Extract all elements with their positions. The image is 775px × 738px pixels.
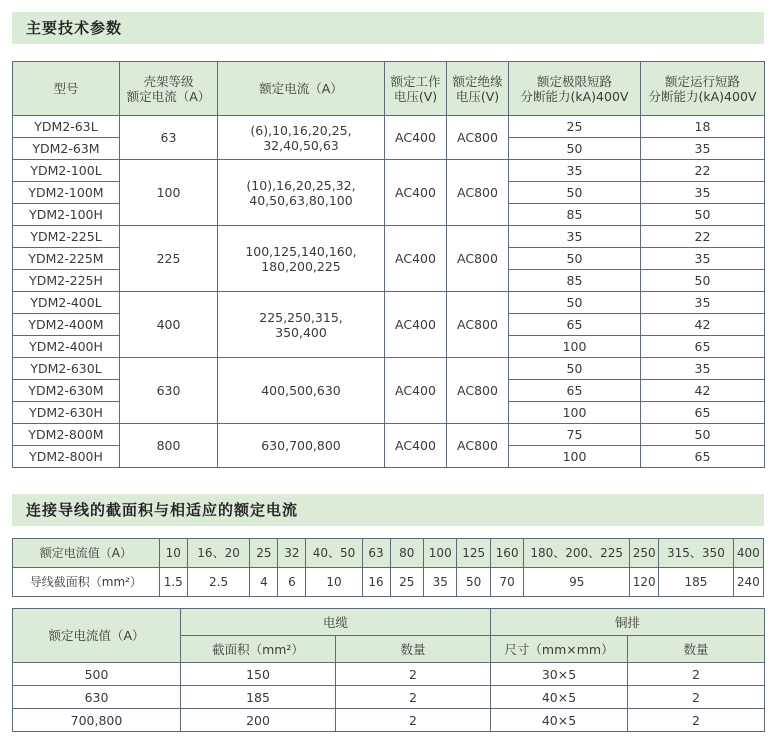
icu-cell: 100 [509, 336, 641, 358]
working-voltage-cell: AC400 [385, 292, 447, 358]
rated-current-cell: 630,700,800 [218, 424, 385, 468]
current-value-cell: 40、50 [306, 539, 362, 568]
section-title-wire-area: 连接导线的截面积与相适应的额定电流 [12, 494, 764, 526]
model-cell: YDM2-630M [13, 380, 120, 402]
ics-cell: 50 [641, 270, 765, 292]
column-group-header: 电缆 [181, 609, 491, 636]
icu-cell: 25 [509, 116, 641, 138]
column-header: 尺寸（mm×mm） [491, 636, 628, 663]
current-value-cell: 400 [733, 539, 763, 568]
table-row [13, 160, 765, 182]
qty-cell: 2 [336, 663, 491, 686]
current-value-cell: 16、20 [187, 539, 250, 568]
column-header: 数量 [628, 636, 765, 663]
current-value-cell: 32 [278, 539, 306, 568]
current-value-cell: 160 [490, 539, 523, 568]
frame-current-cell: 63 [120, 116, 218, 160]
icu-cell: 35 [509, 226, 641, 248]
area-value-cell: 6 [278, 568, 306, 597]
ics-cell: 35 [641, 292, 765, 314]
area-value-cell: 4 [250, 568, 278, 597]
current-value-cell: 250 [630, 539, 659, 568]
rated-current-cell: 225,250,315, 350,400 [218, 292, 385, 358]
ics-cell: 22 [641, 226, 765, 248]
rated-current-cell: 400,500,630 [218, 358, 385, 424]
icu-cell: 50 [509, 138, 641, 160]
size-cell: 40×5 [491, 686, 628, 709]
area-value-cell: 240 [733, 568, 763, 597]
model-cell: YDM2-400H [13, 336, 120, 358]
insulation-voltage-cell: AC800 [447, 226, 509, 292]
model-cell: YDM2-225M [13, 248, 120, 270]
area-value-cell: 10 [306, 568, 362, 597]
insulation-voltage-cell: AC800 [447, 116, 509, 160]
insulation-voltage-cell: AC800 [447, 358, 509, 424]
area-value-cell: 35 [424, 568, 457, 597]
row-label: 额定电流值（A） [13, 539, 160, 568]
current-value-cell: 25 [250, 539, 278, 568]
column-header: 型号 [13, 62, 120, 116]
model-cell: YDM2-400M [13, 314, 120, 336]
area-value-cell: 16 [362, 568, 390, 597]
frame-current-cell: 630 [120, 358, 218, 424]
table-row [13, 609, 765, 636]
table-row [13, 539, 764, 568]
column-group-header: 铜排 [491, 609, 765, 636]
area-value-cell: 1.5 [159, 568, 187, 597]
frame-current-cell: 400 [120, 292, 218, 358]
row-label: 导线截面积（mm²） [13, 568, 160, 597]
ics-cell: 50 [641, 424, 765, 446]
current-cell: 630 [13, 686, 181, 709]
icu-cell: 100 [509, 446, 641, 468]
column-header: 额定绝缘 电压(V) [447, 62, 509, 116]
size-cell: 40×5 [491, 709, 628, 732]
insulation-voltage-cell: AC800 [447, 292, 509, 358]
qty-cell: 2 [336, 686, 491, 709]
qty-cell: 2 [336, 709, 491, 732]
ics-cell: 42 [641, 314, 765, 336]
ics-cell: 65 [641, 446, 765, 468]
working-voltage-cell: AC400 [385, 116, 447, 160]
column-header: 额定工作 电压(V) [385, 62, 447, 116]
icu-cell: 50 [509, 292, 641, 314]
table-row [13, 292, 765, 314]
cable-busbar-table [12, 608, 765, 732]
section-title-main-params: 主要技术参数 [12, 12, 764, 44]
ics-cell: 35 [641, 248, 765, 270]
bqty-cell: 2 [628, 663, 765, 686]
model-cell: YDM2-100H [13, 204, 120, 226]
area-value-cell: 2.5 [187, 568, 250, 597]
column-header: 截面积（mm²） [181, 636, 336, 663]
column-header: 数量 [336, 636, 491, 663]
area-value-cell: 70 [490, 568, 523, 597]
rated-current-cell: (10),16,20,25,32, 40,50,63,80,100 [218, 160, 385, 226]
rated-current-cell: (6),10,16,20,25, 32,40,50,63 [218, 116, 385, 160]
wire-area-table [12, 538, 764, 597]
bqty-cell: 2 [628, 686, 765, 709]
ics-cell: 35 [641, 182, 765, 204]
model-cell: YDM2-630L [13, 358, 120, 380]
current-value-cell: 63 [362, 539, 390, 568]
table-row [13, 424, 765, 446]
insulation-voltage-cell: AC800 [447, 160, 509, 226]
size-cell: 30×5 [491, 663, 628, 686]
area-value-cell: 120 [630, 568, 659, 597]
area-value-cell: 25 [390, 568, 423, 597]
table-row [13, 568, 764, 597]
current-value-cell: 315、350 [659, 539, 733, 568]
icu-cell: 50 [509, 182, 641, 204]
column-header: 额定运行短路 分断能力(kA)400V [641, 62, 765, 116]
model-cell: YDM2-225L [13, 226, 120, 248]
icu-cell: 100 [509, 402, 641, 424]
model-cell: YDM2-63M [13, 138, 120, 160]
working-voltage-cell: AC400 [385, 226, 447, 292]
area-cell: 200 [181, 709, 336, 732]
table-row [13, 62, 765, 116]
main-params-table [12, 61, 765, 468]
bqty-cell: 2 [628, 709, 765, 732]
area-cell: 185 [181, 686, 336, 709]
ics-cell: 65 [641, 402, 765, 424]
icu-cell: 75 [509, 424, 641, 446]
current-cell: 700,800 [13, 709, 181, 732]
working-voltage-cell: AC400 [385, 358, 447, 424]
model-cell: YDM2-63L [13, 116, 120, 138]
working-voltage-cell: AC400 [385, 424, 447, 468]
model-cell: YDM2-800H [13, 446, 120, 468]
frame-current-cell: 100 [120, 160, 218, 226]
ics-cell: 22 [641, 160, 765, 182]
current-value-cell: 125 [457, 539, 490, 568]
icu-cell: 65 [509, 314, 641, 336]
area-value-cell: 185 [659, 568, 733, 597]
model-cell: YDM2-630H [13, 402, 120, 424]
icu-cell: 85 [509, 270, 641, 292]
table-row [13, 358, 765, 380]
area-cell: 150 [181, 663, 336, 686]
working-voltage-cell: AC400 [385, 160, 447, 226]
table-row [13, 663, 765, 686]
table-row [13, 686, 765, 709]
icu-cell: 35 [509, 160, 641, 182]
ics-cell: 18 [641, 116, 765, 138]
icu-cell: 50 [509, 248, 641, 270]
model-cell: YDM2-100L [13, 160, 120, 182]
frame-current-cell: 225 [120, 226, 218, 292]
current-cell: 500 [13, 663, 181, 686]
ics-cell: 35 [641, 138, 765, 160]
insulation-voltage-cell: AC800 [447, 424, 509, 468]
frame-current-cell: 800 [120, 424, 218, 468]
ics-cell: 35 [641, 358, 765, 380]
table-row [13, 709, 765, 732]
column-header: 额定极限短路 分断能力(kA)400V [509, 62, 641, 116]
column-header: 壳架等级 额定电流（A） [120, 62, 218, 116]
area-value-cell: 95 [524, 568, 630, 597]
model-cell: YDM2-225H [13, 270, 120, 292]
column-header: 额定电流（A） [218, 62, 385, 116]
icu-cell: 85 [509, 204, 641, 226]
current-value-cell: 10 [159, 539, 187, 568]
table-row [13, 226, 765, 248]
ics-cell: 42 [641, 380, 765, 402]
icu-cell: 50 [509, 358, 641, 380]
ics-cell: 50 [641, 204, 765, 226]
column-header: 额定电流值（A） [13, 609, 181, 663]
table-row [13, 116, 765, 138]
ics-cell: 65 [641, 336, 765, 358]
current-value-cell: 180、200、225 [524, 539, 630, 568]
current-value-cell: 100 [424, 539, 457, 568]
model-cell: YDM2-400L [13, 292, 120, 314]
icu-cell: 65 [509, 380, 641, 402]
current-value-cell: 80 [390, 539, 423, 568]
rated-current-cell: 100,125,140,160, 180,200,225 [218, 226, 385, 292]
model-cell: YDM2-800M [13, 424, 120, 446]
model-cell: YDM2-100M [13, 182, 120, 204]
area-value-cell: 50 [457, 568, 490, 597]
